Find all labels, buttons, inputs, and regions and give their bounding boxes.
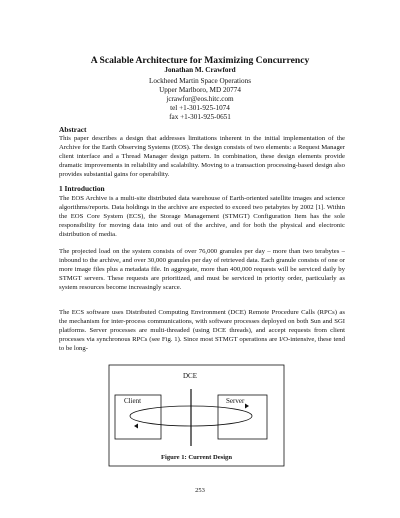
author-name: Jonathan M. Crawford [164, 66, 236, 74]
abstract-heading: Abstract [59, 125, 87, 134]
server-label: Server [226, 397, 245, 405]
page-number: 253 [195, 487, 205, 494]
paper-title: A Scalable Architecture for Maximizing Concurrency [90, 55, 310, 66]
abstract-text: This paper describes a design that addresses limitations inherent in the initial implementation of the Archive for the Earth Observing Systems (EOS). The design consists of two elements: a Request Manager client interface and a Thread Manager design pattern. In combination, these design elements provide dramatic improvements in reliability and scalability. Moving to a transaction processing-based design also provides substantial gains for operability. [59, 135, 345, 179]
author-telephone: tel +1-301-925-1074 [170, 104, 230, 112]
client-label: Client [124, 397, 142, 405]
author-fax: fax +1-301-925-0651 [169, 113, 231, 121]
introduction-paragraph-3: The ECS software uses Distributed Computing Environment (DCE) Remote Procedure Calls (RPCs) as the mechanism for inter-process communications, with software processes deployed on both Sun and SGI platforms. Server processes are multi-threaded (using DCE threads), and accept requests from client processes via synchronous RPCs (see Fig. 1). Since most STMGT operations are I/O-intensive, these tend to be long- [59, 309, 345, 353]
author-email: jcrawfor@eos.hitc.com [166, 95, 234, 103]
introduction-paragraph-1: The EOS Archive is a multi-site distributed data warehouse of Earth-oriented satellite images and science algorithms/reports. Data holdings in the archive are expected to exceed two petabytes by 2002 [1]. Within the EOS Core System (ECS), the Storage Management (STMGT) Configuration Item has the sole responsibility for moving data into and out of the archive, and for both the physical and electronic distribution of media. [59, 195, 345, 239]
introduction-paragraph-2: The projected load on the system consists of over 76,000 granules per day – more than two terabytes – inbound to the archive, and over 30,000 granules per day of retrieved data. Each granule consists of one or more image files plus a metadata file. In aggregate, more than 400,000 requests will be serviced daily by STMGT servers. These requests are prioritized, and must be serviced in priority order, particularly as system resources become increasingly scarce. [59, 248, 345, 292]
figure-1-caption: Figure 1: Current Design [161, 454, 232, 461]
author-organization: Lockheed Martin Space Operations [149, 77, 251, 85]
introduction-heading: 1 Introduction [59, 184, 105, 193]
dce-label: DCE [183, 372, 197, 380]
author-address: Upper Marlboro, MD 20774 [159, 86, 241, 94]
